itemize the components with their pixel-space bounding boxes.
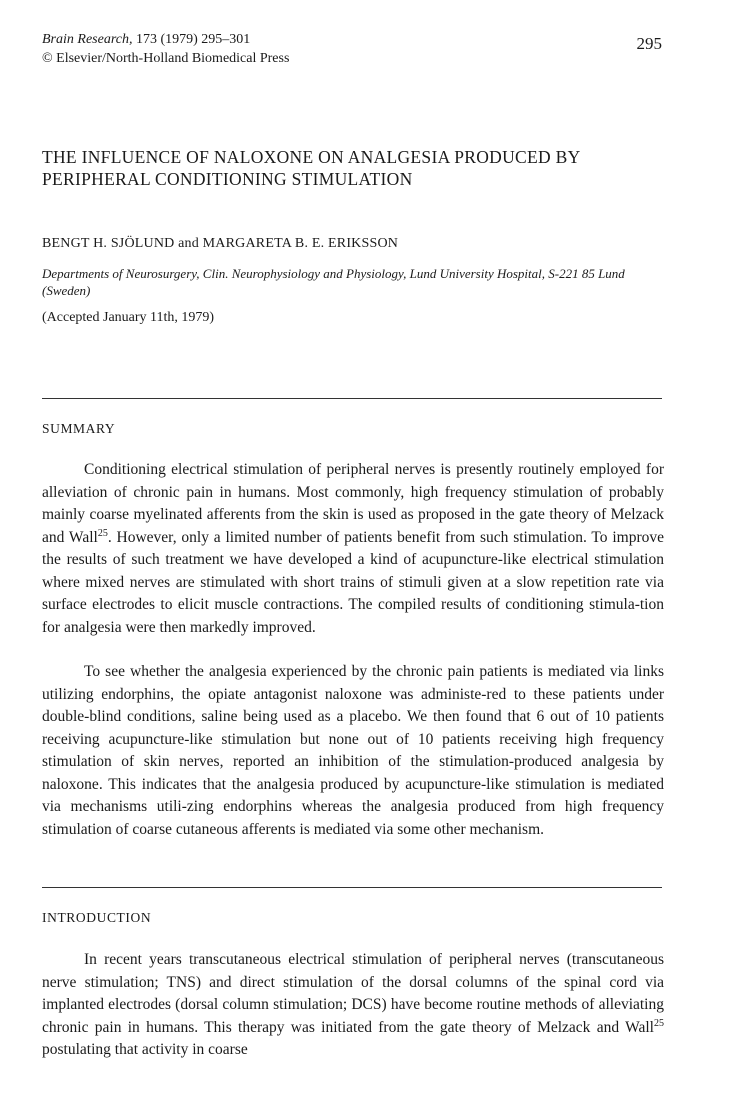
accepted-date: (Accepted January 11th, 1979) (42, 310, 215, 325)
journal-name: Brain Research, (42, 32, 133, 47)
author-affiliation: Departments of Neurosurgery, Clin. Neurophysiology and Physiology, Lund University Hospital, S-221 85 Lund (Sweden) (42, 266, 625, 298)
journal-reference (42, 30, 289, 49)
introduction-text-part2: postulating that activity in coarse (42, 1041, 248, 1058)
section-divider (42, 887, 662, 888)
section-divider (42, 398, 662, 399)
reference-marker: 25 (654, 1017, 664, 1029)
introduction-text-part1: In recent years transcutaneous electrical stimulation of peripheral nerves (transcutaneous nerve stimulation; TNS) and direct stimulation of the dorsal columns of the spinal cord via implanted electrodes (dorsal column stimulation; DCS) have become routine methods of alleviating chronic pain in humans. This therapy was initiated from the gate theory of Melzack and Wall (42, 951, 664, 1036)
summary-text-part1: Conditioning electrical stimulation of peripheral nerves is presently routinely employed for alleviation of chronic pain in humans. Most commonly, high frequency stimulation of probably mainly coarse myelinated afferents from the skin is used as proposed in the gate theory of Melzack and Wall (42, 461, 664, 546)
reference-marker: 25 (97, 527, 108, 539)
summary-text: To see whether the analgesia experienced by the chronic pain patients is mediated via links utilizing endorphins, the opiate antagonist naloxone was administe-red to these patients under double-blind conditions, saline being used as a placebo. We then found that 6 out of 10 patients receiving acupuncture-like stimulation but none out of 10 patients receiving high frequency stimulation of skin nerves, reported an inhibition of the stimulation-produced analgesia by naloxone. This indicates that the analgesia produced by acupuncture-like stimulation is mediated via mechanisms utili-zing endorphins whereas the analgesia produced from high frequency stimulation of coarse cutaneous afferents is mediated via some other mechanism. (42, 663, 664, 838)
journal-volume-pages: 173 (1979) 295–301 (132, 32, 251, 47)
summary-text-part2: . However, only a limited number of patients benefit from such stimulation. To improve the results of such treatment we have developed a kind of acupuncture-like electrical stimulation where mixed nerves are stimulated with short trains of stimuli given at a slow repetition rate via surface electrodes to elicit muscle contractions. The compiled results of conditioning stimula-tion for analgesia were then markedly improved. (42, 528, 664, 636)
summary-paragraph (42, 661, 664, 841)
page-number: 295 (636, 34, 662, 53)
introduction-heading: INTRODUCTION (42, 910, 152, 925)
copyright-line: © Elsevier/North-Holland Biomedical Press (42, 51, 290, 66)
summary-heading: SUMMARY (42, 421, 116, 436)
article-authors: BENGT H. SJÖLUND and MARGARETA B. E. ERIKSSON (42, 236, 399, 251)
summary-paragraph (42, 459, 664, 639)
introduction-paragraph (42, 949, 664, 1062)
journal-citation (42, 30, 289, 68)
article-title: THE INFLUENCE OF NALOXONE ON ANALGESIA PRODUCED BY PERIPHERAL CONDITIONING STIMULATION (42, 147, 580, 189)
